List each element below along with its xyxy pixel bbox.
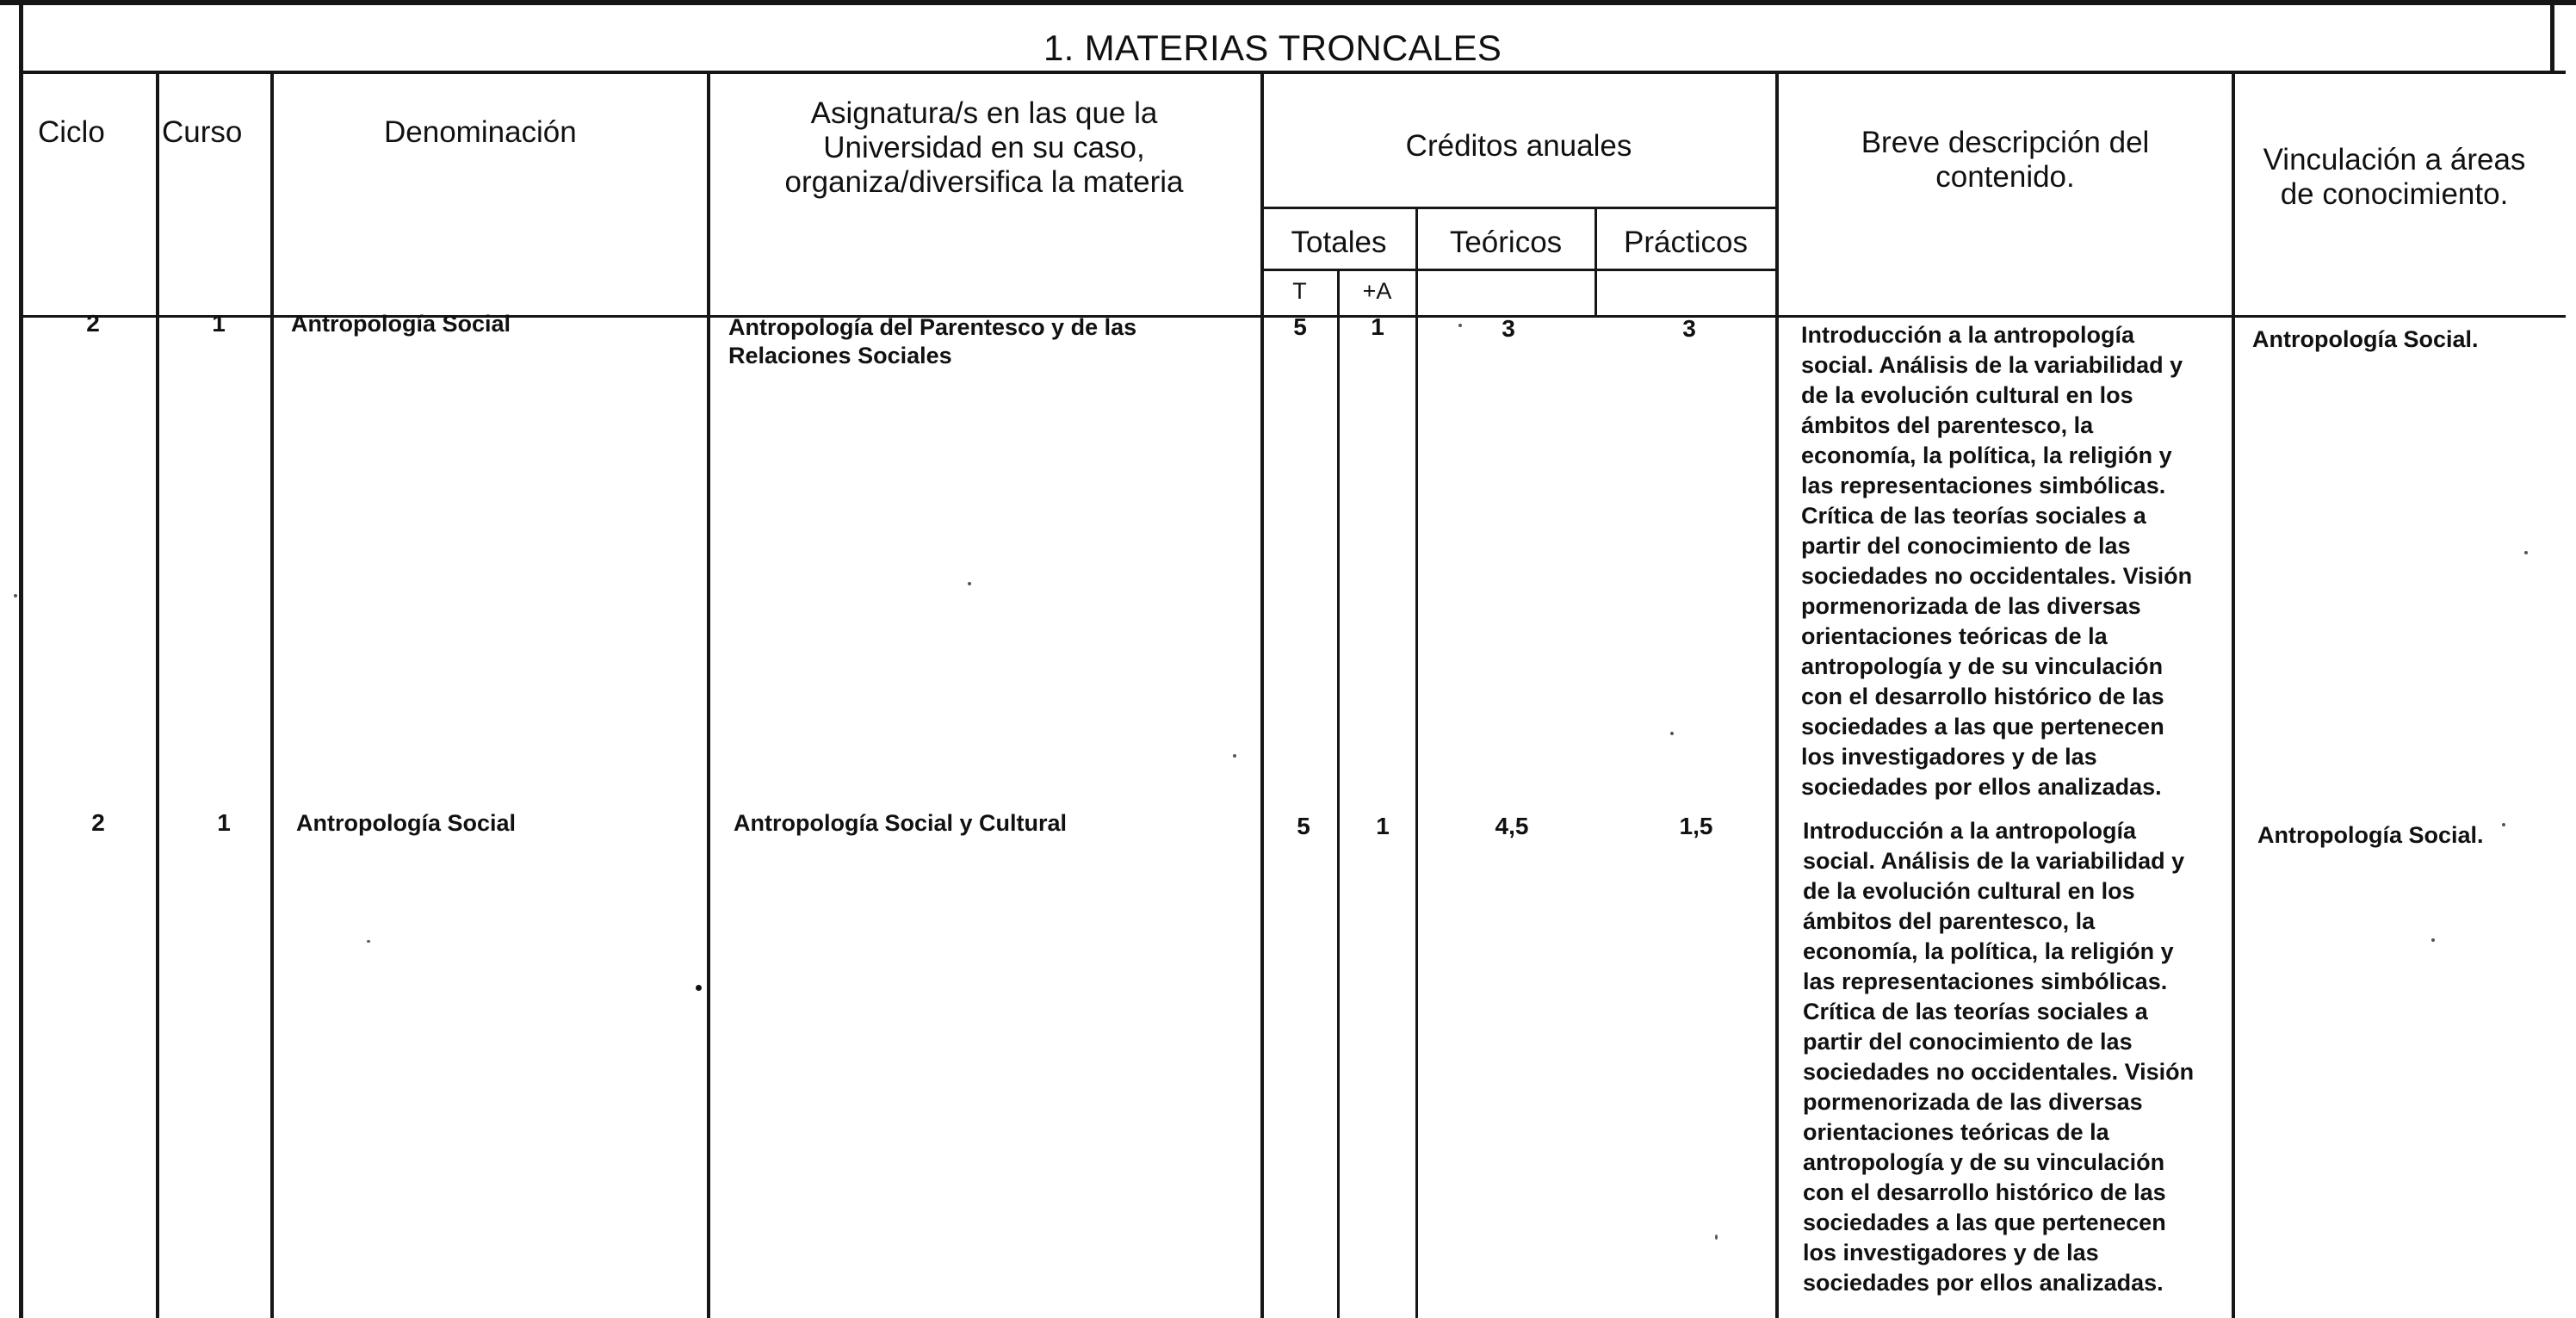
row-2-denominacion: Antropología Social bbox=[296, 810, 517, 836]
row-1-vinculacion: Antropología Social. bbox=[2252, 326, 2479, 352]
header-asignatura bbox=[708, 96, 1260, 200]
row-2-descripcion bbox=[1803, 816, 2251, 1298]
header-curso: Curso bbox=[162, 115, 243, 149]
description-line: economía, la política, la religión y bbox=[1803, 938, 2174, 964]
description-line: las representaciones simbólicas. bbox=[1803, 968, 2168, 994]
row-1-asignatura-line-1: Antropología del Parentesco y de las bbox=[728, 314, 1137, 340]
description-line: pormenorizada de las diversas bbox=[1801, 593, 2141, 619]
description-line: ámbitos del parentesco, la bbox=[1803, 908, 2096, 934]
right-border bbox=[2550, 0, 2554, 74]
description-line: de la evolución cultural en los bbox=[1801, 382, 2133, 408]
row-2-asignatura-line-1: Antropología Social y Cultural bbox=[734, 810, 1068, 836]
row-1-asignatura-line-2: Relaciones Sociales bbox=[728, 343, 952, 368]
description-line: sociedades no occidentales. Visión bbox=[1801, 563, 2193, 589]
description-line: orientaciones teóricas de la bbox=[1801, 623, 2108, 649]
row-2-asignatura bbox=[734, 809, 1067, 838]
description-line: sociedades a las que pertenecen bbox=[1801, 714, 2164, 739]
description-line: sociedades a las que pertenecen bbox=[1803, 1210, 2166, 1235]
header-a: +A bbox=[1362, 278, 1392, 304]
header-creditos: Créditos anuales bbox=[1405, 129, 1632, 163]
description-line: con el desarrollo histórico de las bbox=[1801, 684, 2164, 709]
row-2-ciclo: 2 bbox=[91, 809, 105, 836]
description-line: Introducción a la antropología bbox=[1803, 818, 2137, 844]
scan-speck bbox=[367, 940, 370, 943]
row-1-curso: 1 bbox=[212, 310, 226, 337]
row-1-a: 1 bbox=[1371, 313, 1384, 340]
scan-speck bbox=[1715, 1234, 1718, 1240]
header-practicos: Prácticos bbox=[1624, 226, 1748, 259]
scan-speck bbox=[2431, 938, 2435, 942]
description-line: antropología y de su vinculación bbox=[1803, 1149, 2165, 1175]
scan-speck bbox=[1670, 732, 1674, 735]
row-1-denominacion: Antropología Social bbox=[291, 311, 511, 337]
header-vinculacion bbox=[2235, 143, 2554, 212]
row-1-practicos: 3 bbox=[1682, 315, 1696, 342]
header-totales: Totales bbox=[1291, 226, 1387, 259]
description-line: partir del conocimiento de las bbox=[1803, 1029, 2133, 1055]
row-2-teoricos: 4,5 bbox=[1495, 813, 1529, 839]
header-descripcion-line-2: contenido. bbox=[1935, 160, 2075, 194]
totales-subheader-line bbox=[1262, 269, 1777, 271]
description-line: social. Análisis de la variabilidad y bbox=[1803, 848, 2185, 874]
header-t: T bbox=[1292, 278, 1307, 304]
description-line: economía, la política, la religión y bbox=[1801, 442, 2172, 468]
description-line: sociedades no occidentales. Visión bbox=[1803, 1059, 2195, 1085]
col-divider-totales bbox=[1415, 207, 1418, 1318]
description-line: partir del conocimiento de las bbox=[1801, 533, 2131, 559]
col-divider-curso bbox=[270, 72, 274, 1318]
description-line: con el desarrollo histórico de las bbox=[1803, 1179, 2166, 1205]
description-line: los investigadores y de las bbox=[1801, 744, 2097, 770]
title-bottom-border bbox=[19, 71, 2566, 74]
description-line: orientaciones teóricas de la bbox=[1803, 1119, 2109, 1145]
scan-speck bbox=[696, 985, 702, 991]
row-2-t: 5 bbox=[1297, 813, 1310, 839]
scan-speck bbox=[2502, 823, 2505, 826]
col-divider-ciclo bbox=[156, 72, 159, 1318]
description-line: pormenorizada de las diversas bbox=[1803, 1089, 2143, 1115]
header-asignatura-line-2: Universidad en su caso, bbox=[823, 131, 1145, 164]
description-line: ámbitos del parentesco, la bbox=[1801, 412, 2094, 438]
page-title: 1. MATERIAS TRONCALES bbox=[1043, 28, 1502, 68]
description-line: sociedades por ellos analizadas. bbox=[1803, 1270, 2164, 1296]
top-border bbox=[0, 0, 2576, 5]
header-vinculacion-line-1: Vinculación a áreas bbox=[2263, 143, 2526, 176]
left-border bbox=[19, 0, 23, 1318]
header-descripcion-line-1: Breve descripción del bbox=[1861, 126, 2150, 159]
col-divider-practicos bbox=[1775, 72, 1779, 1318]
row-1-asignatura bbox=[728, 313, 1136, 370]
header-asignatura-line-1: Asignatura/s en las que la bbox=[810, 96, 1158, 130]
header-ciclo: Ciclo bbox=[38, 115, 105, 149]
description-line: sociedades por ellos analizadas. bbox=[1801, 774, 2162, 800]
row-2-curso: 1 bbox=[217, 809, 231, 836]
col-divider-teoricos bbox=[1595, 207, 1597, 316]
description-line: Crítica de las teorías sociales a bbox=[1803, 999, 2148, 1024]
header-descripcion bbox=[1779, 126, 2232, 195]
scan-speck bbox=[968, 582, 971, 585]
row-2-a: 1 bbox=[1376, 813, 1390, 839]
description-line: Introducción a la antropología bbox=[1801, 322, 2135, 348]
row-1-descripcion bbox=[1801, 320, 2249, 802]
description-line: Crítica de las teorías sociales a bbox=[1801, 503, 2146, 529]
col-divider-denominacion bbox=[707, 72, 710, 1318]
description-line: de la evolución cultural en los bbox=[1803, 878, 2135, 904]
description-line: las representaciones simbólicas. bbox=[1801, 473, 2166, 498]
scan-speck bbox=[2524, 551, 2528, 554]
header-teoricos: Teóricos bbox=[1449, 226, 1563, 259]
header-vinculacion-line-2: de conocimiento. bbox=[2280, 177, 2509, 211]
row-2-practicos: 1,5 bbox=[1679, 813, 1713, 839]
description-line: antropología y de su vinculación bbox=[1801, 653, 2164, 679]
creditos-subheader-line bbox=[1262, 207, 1777, 209]
header-asignatura-line-3: organiza/diversifica la materia bbox=[784, 165, 1184, 199]
row-2-vinculacion: Antropología Social. bbox=[2257, 822, 2484, 848]
description-line: social. Análisis de la variabilidad y bbox=[1801, 352, 2183, 378]
row-1-teoricos: 3 bbox=[1502, 315, 1515, 342]
row-1-t: 5 bbox=[1293, 313, 1307, 340]
description-line: los investigadores y de las bbox=[1803, 1240, 2099, 1265]
scan-speck bbox=[14, 594, 17, 597]
scan-speck bbox=[1233, 754, 1236, 758]
row-1-ciclo: 2 bbox=[86, 310, 100, 337]
header-denominacion: Denominación bbox=[384, 115, 577, 149]
col-divider-totales-sub bbox=[1337, 270, 1340, 1318]
scan-speck bbox=[1458, 324, 1462, 327]
